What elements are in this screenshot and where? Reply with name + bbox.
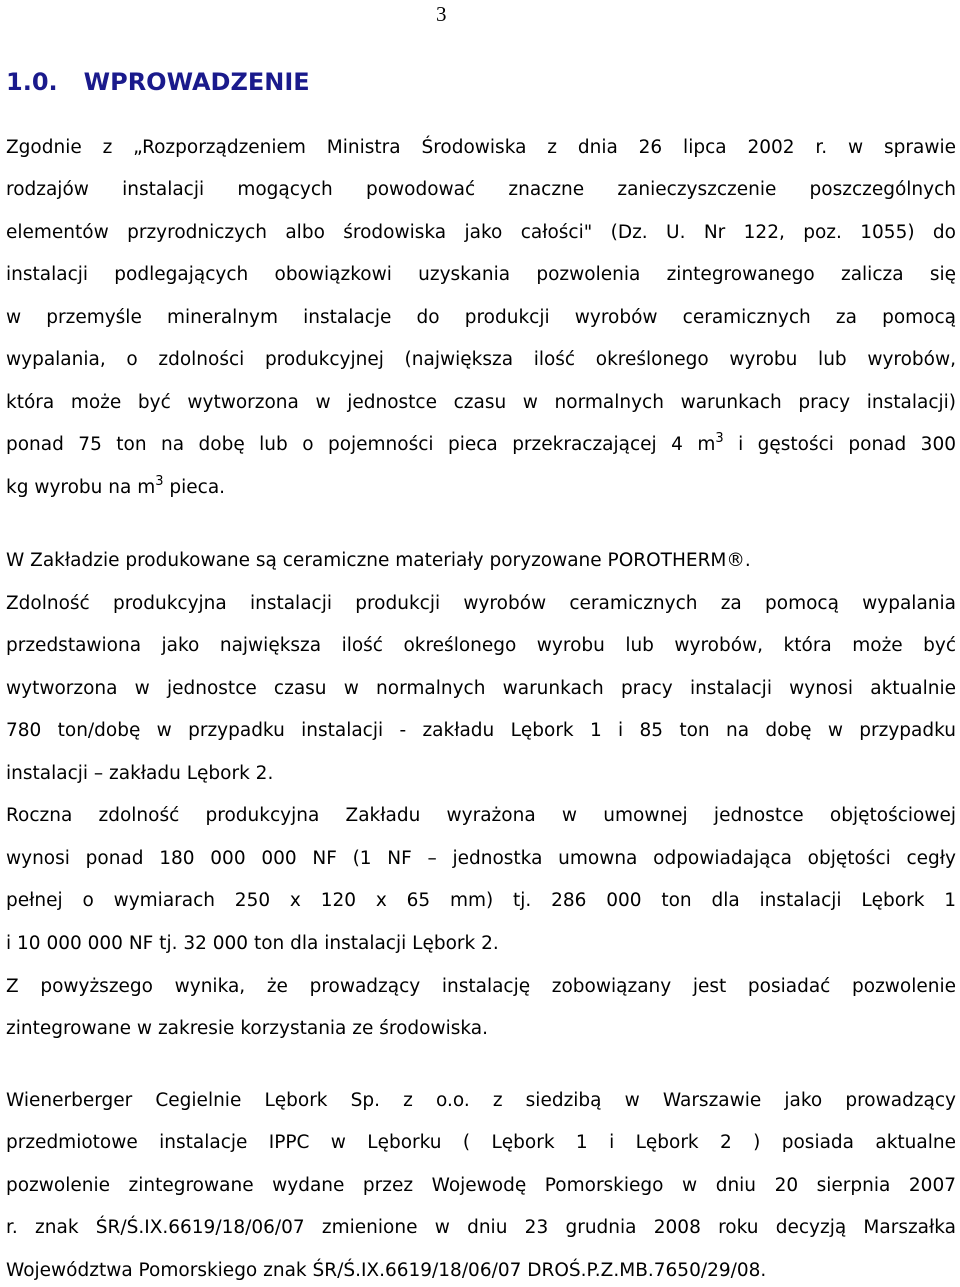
text-line: pełnej o wymiarach 250 x 120 x 65 mm) tj. 286 000 ton dla instalacji Lębork 1 [6, 890, 956, 911]
text-line: 780 ton/dobę w przypadku instalacji - zakładu Lębork 1 i 85 ton na dobę w przypadku [6, 720, 956, 741]
text-segment: pieca. [163, 477, 226, 498]
text-line: przedmiotowe instalacje IPPC w Lęborku ( Lębork 1 i Lębork 2 ) posiada aktualne [6, 1132, 956, 1153]
text-line [6, 432, 956, 458]
paragraph-products: W Zakładzie produkowane są ceramiczne materiały poryzowane POROTHERM®. [6, 550, 751, 571]
text-line: w przemyśle mineralnym instalacje do produkcji wyrobów ceramicznych za pomocą [6, 307, 956, 328]
text-line: elementów przyrodniczych albo środowiska jako całości" (Dz. U. Nr 122, poz. 1055) do [6, 222, 956, 243]
section-heading [6, 67, 310, 97]
text-line: pozwolenie zintegrowane wydane przez Wojewodę Pomorskiego w dniu 20 sierpnia 2007 [6, 1175, 956, 1196]
section-number: 1.0. [6, 68, 58, 96]
text-line: wypalania, o zdolności produkcyjnej (największa ilość określonego wyrobu lub wyrobów, [6, 349, 956, 370]
text-line: Z powyższego wynika, że prowadzący instalację zobowiązany jest posiadać pozwolenie [6, 976, 956, 997]
text-line: Zdolność produkcyjna instalacji produkcji wyrobów ceramicznych za pomocą wypalania [6, 593, 956, 614]
text-line: Zgodnie z „Rozporządzeniem Ministra Środowiska z dnia 26 lipca 2002 r. w sprawie [6, 137, 956, 158]
page-number: 3 [436, 2, 447, 26]
text-line [6, 475, 956, 501]
text-line: Województwa Pomorskiego znak ŚR/Ś.IX.6619/18/06/07 DROŚ.P.Z.MB.7650/29/08. [6, 1260, 767, 1281]
text-line: instalacji podlegających obowiązkowi uzyskania pozwolenia zintegrowanego zalicza się [6, 264, 956, 285]
text-segment: kg wyrobu na m [6, 477, 156, 498]
text-line: Wienerberger Cegielnie Lębork Sp. z o.o. z siedzibą w Warszawie jako prowadzący [6, 1090, 956, 1111]
text-line: wynosi ponad 180 000 000 NF (1 NF – jednostka umowna odpowiadająca objętości cegły [6, 848, 956, 869]
text-line: instalacji – zakładu Lębork 2. [6, 763, 274, 784]
text-segment: ponad 75 ton na dobę lub o pojemności pieca przekraczającej 4 m [6, 434, 716, 455]
text-line: r. znak ŚR/Ś.IX.6619/18/06/07 zmienione w dniu 23 grudnia 2008 roku decyzją Marszałka [6, 1217, 956, 1238]
section-title: WPROWADZENIE [83, 68, 310, 96]
superscript: 3 [715, 431, 724, 446]
text-line: przedstawiona jako największa ilość określonego wyrobu lub wyrobów, która może być [6, 635, 956, 656]
text-line: i 10 000 000 NF tj. 32 000 ton dla instalacji Lębork 2. [6, 933, 499, 954]
text-line: która może być wytworzona w jednostce czasu w normalnych warunkach pracy instalacji) [6, 392, 956, 413]
text-segment: i gęstości ponad 300 [723, 434, 956, 455]
text-line: Roczna zdolność produkcyjna Zakładu wyrażona w umownej jednostce objętościowej [6, 805, 956, 826]
text-line: rodzajów instalacji mogących powodować znaczne zanieczyszczenie poszczególnych [6, 179, 956, 200]
superscript: 3 [155, 474, 164, 489]
text-line: zintegrowane w zakresie korzystania ze środowiska. [6, 1018, 488, 1039]
text-line: wytworzona w jednostce czasu w normalnych warunkach pracy instalacji wynosi aktualnie [6, 678, 956, 699]
